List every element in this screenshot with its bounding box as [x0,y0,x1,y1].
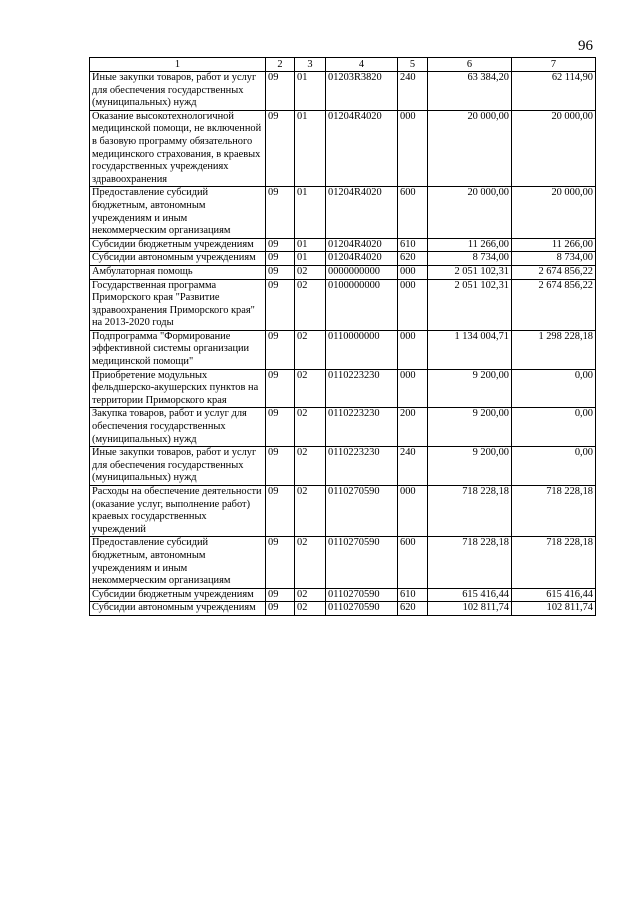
cell-razdel: 09 [266,252,295,266]
cell-amount-1: 20 000,00 [428,110,512,187]
cell-razdel: 09 [266,330,295,369]
cell-razdel: 09 [266,110,295,187]
cell-amount-1: 8 734,00 [428,252,512,266]
cell-target-article: 0110000000 [326,330,398,369]
table-row [90,408,596,447]
header-col-3: 3 [295,58,326,72]
cell-expense-type: 620 [398,252,428,266]
cell-target-article: 0110223230 [326,408,398,447]
table-row [90,279,596,330]
cell-target-article: 01203R3820 [326,72,398,111]
header-col-6: 6 [428,58,512,72]
table-body [90,72,596,616]
cell-amount-2: 102 811,74 [512,602,596,616]
cell-razdel: 09 [266,369,295,408]
cell-razdel: 09 [266,187,295,238]
table-row [90,486,596,537]
cell-expense-type: 000 [398,279,428,330]
cell-podrazdel: 02 [295,279,326,330]
cell-podrazdel: 02 [295,602,326,616]
cell-expense-type: 600 [398,187,428,238]
table-row [90,72,596,111]
cell-podrazdel: 01 [295,110,326,187]
cell-expense-type: 600 [398,537,428,588]
cell-target-article: 0100000000 [326,279,398,330]
header-col-7: 7 [512,58,596,72]
cell-razdel: 09 [266,486,295,537]
cell-podrazdel: 01 [295,72,326,111]
cell-amount-2: 2 674 856,22 [512,279,596,330]
cell-podrazdel: 01 [295,187,326,238]
table-row [90,369,596,408]
table-row [90,265,596,279]
cell-amount-1: 615 416,44 [428,588,512,602]
cell-expense-type: 610 [398,238,428,252]
cell-amount-1: 11 266,00 [428,238,512,252]
cell-razdel: 09 [266,602,295,616]
cell-name: Субсидии бюджетным учреждениям [90,238,266,252]
cell-razdel: 09 [266,447,295,486]
cell-target-article: 0110223230 [326,369,398,408]
cell-name: Приобретение модульных фельдшерско-акушерских пунктов на территории Приморского края [90,369,266,408]
cell-amount-2: 0,00 [512,447,596,486]
cell-expense-type: 240 [398,72,428,111]
cell-amount-1: 9 200,00 [428,369,512,408]
cell-amount-1: 2 051 102,31 [428,279,512,330]
table-row [90,588,596,602]
cell-podrazdel: 02 [295,408,326,447]
cell-amount-2: 20 000,00 [512,110,596,187]
cell-amount-1: 1 134 004,71 [428,330,512,369]
cell-amount-2: 1 298 228,18 [512,330,596,369]
cell-target-article: 0110270590 [326,588,398,602]
cell-podrazdel: 02 [295,265,326,279]
cell-podrazdel: 01 [295,252,326,266]
cell-amount-1: 9 200,00 [428,408,512,447]
cell-podrazdel: 02 [295,537,326,588]
cell-name: Субсидии автономным учреждениям [90,602,266,616]
cell-name: Субсидии бюджетным учреждениям [90,588,266,602]
cell-name: Предоставление субсидий бюджетным, автономным учреждениям и иным некоммерческим организациям [90,187,266,238]
cell-name: Предоставление субсидий бюджетным, автономным учреждениям и иным некоммерческим организациям [90,537,266,588]
cell-razdel: 09 [266,238,295,252]
cell-amount-2: 615 416,44 [512,588,596,602]
cell-amount-2: 718 228,18 [512,486,596,537]
cell-target-article: 0000000000 [326,265,398,279]
cell-amount-2: 11 266,00 [512,238,596,252]
cell-amount-2: 0,00 [512,408,596,447]
cell-podrazdel: 01 [295,238,326,252]
cell-name: Оказание высокотехнологичной медицинской помощи, не включенной в базовую программу обязательного медицинского страхования, в краевых государственных учреждениях здравоохранения [90,110,266,187]
cell-podrazdel: 02 [295,330,326,369]
header-col-4: 4 [326,58,398,72]
cell-podrazdel: 02 [295,447,326,486]
table-row [90,110,596,187]
header-col-2: 2 [266,58,295,72]
cell-target-article: 01204R4020 [326,187,398,238]
table-row [90,252,596,266]
cell-target-article: 0110223230 [326,447,398,486]
cell-amount-2: 718 228,18 [512,537,596,588]
cell-amount-1: 63 384,20 [428,72,512,111]
cell-target-article: 0110270590 [326,537,398,588]
cell-razdel: 09 [266,72,295,111]
cell-amount-2: 2 674 856,22 [512,265,596,279]
header-col-5: 5 [398,58,428,72]
cell-expense-type: 200 [398,408,428,447]
cell-amount-1: 20 000,00 [428,187,512,238]
cell-target-article: 0110270590 [326,486,398,537]
table-row [90,447,596,486]
cell-target-article: 01204R4020 [326,252,398,266]
cell-name: Иные закупки товаров, работ и услуг для обеспечения государственных (муниципальных) нужд [90,447,266,486]
cell-amount-1: 9 200,00 [428,447,512,486]
cell-expense-type: 240 [398,447,428,486]
cell-target-article: 0110270590 [326,602,398,616]
cell-target-article: 01204R4020 [326,238,398,252]
header-col-1: 1 [90,58,266,72]
page-number: 96 [578,38,593,54]
cell-expense-type: 610 [398,588,428,602]
cell-name: Расходы на обеспечение деятельности (оказание услуг, выполнение работ) краевых государственных учреждений [90,486,266,537]
cell-expense-type: 000 [398,486,428,537]
cell-razdel: 09 [266,279,295,330]
cell-podrazdel: 02 [295,588,326,602]
table-row [90,330,596,369]
cell-expense-type: 000 [398,265,428,279]
cell-amount-2: 8 734,00 [512,252,596,266]
cell-razdel: 09 [266,408,295,447]
cell-expense-type: 620 [398,602,428,616]
table-row [90,187,596,238]
cell-name: Амбулаторная помощь [90,265,266,279]
cell-name: Подпрограмма "Формирование эффективной системы организации медицинской помощи" [90,330,266,369]
table-row [90,602,596,616]
cell-expense-type: 000 [398,110,428,187]
table-row [90,238,596,252]
cell-amount-1: 102 811,74 [428,602,512,616]
cell-amount-1: 718 228,18 [428,537,512,588]
cell-target-article: 01204R4020 [326,110,398,187]
cell-amount-2: 0,00 [512,369,596,408]
cell-name: Иные закупки товаров, работ и услуг для обеспечения государственных (муниципальных) нужд [90,72,266,111]
header-row [90,58,596,72]
cell-razdel: 09 [266,265,295,279]
cell-amount-2: 20 000,00 [512,187,596,238]
cell-razdel: 09 [266,537,295,588]
cell-name: Закупка товаров, работ и услуг для обеспечения государственных (муниципальных) нужд [90,408,266,447]
cell-expense-type: 000 [398,369,428,408]
cell-amount-1: 2 051 102,31 [428,265,512,279]
cell-name: Субсидии автономным учреждениям [90,252,266,266]
cell-podrazdel: 02 [295,486,326,537]
cell-expense-type: 000 [398,330,428,369]
cell-amount-1: 718 228,18 [428,486,512,537]
cell-name: Государственная программа Приморского края "Развитие здравоохранения Приморского края" на 2013-2020 годы [90,279,266,330]
cell-razdel: 09 [266,588,295,602]
budget-table [89,57,596,616]
cell-podrazdel: 02 [295,369,326,408]
cell-amount-2: 62 114,90 [512,72,596,111]
table-row [90,537,596,588]
